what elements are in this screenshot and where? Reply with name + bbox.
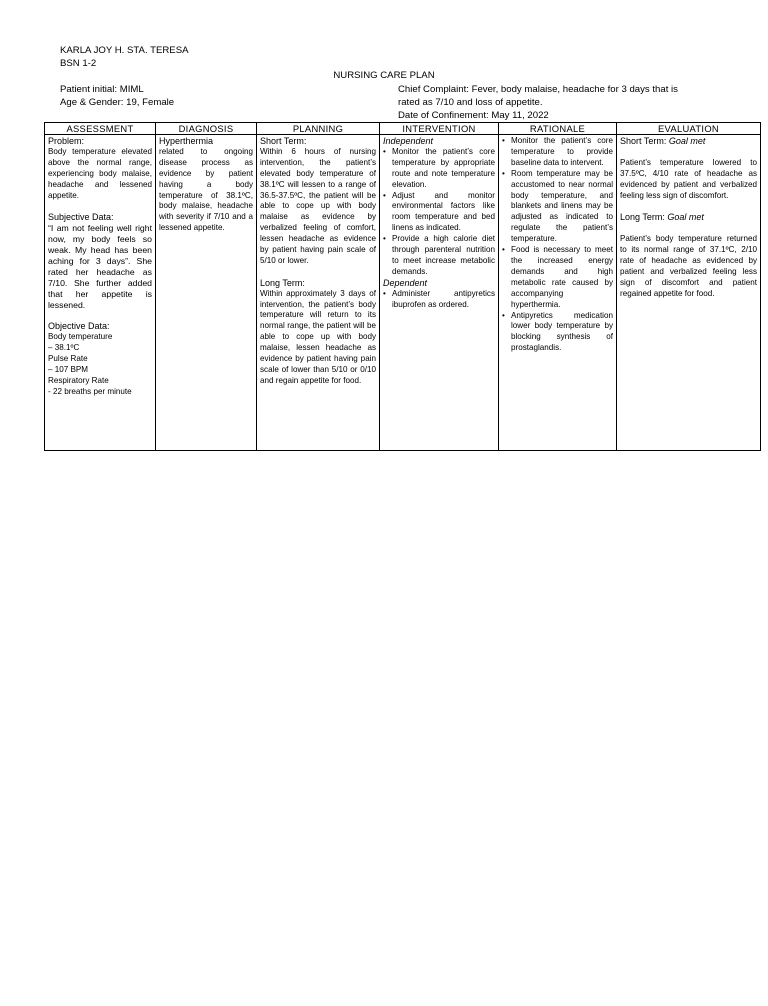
list-item: • Monitor the patient’s core temperature to provide baseline data to intervent.: [502, 136, 613, 169]
list-item: • Food is necessary to meet the increased energy demands and high metabolic rate caused by accompanying hyperthermia.: [502, 245, 613, 310]
evaluation-cell: [617, 135, 761, 451]
header-diagnosis: DIAGNOSIS: [156, 123, 257, 135]
intervention-cell: [380, 135, 499, 451]
assessment-cell: [45, 135, 156, 451]
rationale-list: [502, 136, 613, 354]
chief-complaint-line2: rated as 7/10 and loss of appetite.: [398, 97, 543, 108]
subjective-label: Subjective Data:: [48, 212, 114, 223]
planning-short-label: Short Term:: [260, 136, 307, 146]
evaluation-long-status: Goal met: [667, 212, 704, 223]
objective-line: - 22 breaths per minute: [48, 386, 132, 396]
independent-list: [383, 147, 495, 278]
planning-cell: [257, 135, 380, 451]
objective-line: – 38.1ºC: [48, 343, 80, 353]
list-item: • Monitor the patient’s core temperature by appropriate route and note temperature elevation.: [383, 147, 495, 191]
dependent-label: Dependent: [383, 277, 428, 288]
age-gender: Age & Gender: 19, Female: [60, 97, 175, 108]
evaluation-short-text: Patient’s temperature lowered to 37.5ºC, 4/10 rate of headache as evidenced by patient and verbalized feeling less sign of discomfort.: [620, 157, 757, 200]
diagnosis-text: related to ongoing disease process as evidence by patient having a body temperature of 38.1ºC, body malaise, headache with severity if 7/10 and a lessened appetite.: [159, 146, 253, 233]
student-program: BSN 1-2: [60, 58, 97, 69]
evaluation-long-label: Long Term:: [620, 212, 665, 223]
objective-line: Respiratory Rate: [48, 375, 109, 385]
list-item: • Provide a high calorie diet through parenteral nutrition to meet increase metabolic demands.: [383, 234, 495, 278]
list-item: • Room temperature may be accustomed to near normal body temperature, and blankets and linens may be adjusted as indicated to regulate the patient’s temperature.: [502, 169, 613, 245]
student-name: KARLA JOY H. STA. TERESA: [60, 45, 189, 56]
diagnosis-title: Hyperthermia: [159, 136, 214, 146]
problem-label: Problem:: [48, 136, 85, 146]
objective-line: Body temperature: [48, 332, 113, 342]
evaluation-short-label: Short Term:: [620, 136, 667, 146]
nursing-care-plan-table: [44, 122, 761, 451]
evaluation-long-text: Patient’s body temperature returned to its normal range of 37.1ºC, 2/10 rate of headache as evidenced by patient and verbalized feeling less sign of discomfort and patient regained appetite for food.: [620, 234, 757, 298]
list-item: • Adjust and monitor environmental factors like room temperature and bed linens as indicated.: [383, 191, 495, 235]
diagnosis-cell: [156, 135, 257, 451]
subjective-text: “I am not feeling well right now, my body feels so weak. My head has been aching for 3 days”. She rated her headache as 7/10. She further added that her appetite is lessened.: [48, 223, 152, 310]
page-title: NURSING CARE PLAN: [333, 70, 435, 81]
header-rationale: RATIONALE: [499, 123, 617, 135]
table-header-row: [45, 123, 761, 135]
evaluation-short-status: Goal met: [668, 136, 706, 146]
patient-initial: Patient initial: MIML: [60, 84, 144, 95]
confinement-date: Date of Confinement: May 11, 2022: [398, 110, 549, 121]
objective-label: Objective Data:: [48, 321, 110, 332]
header-intervention: INTERVENTION: [380, 123, 499, 135]
objective-line: Pulse Rate: [48, 354, 88, 364]
table-row: [45, 135, 761, 451]
list-item: • Administer antipyretics ibuprofen as ordered.: [383, 289, 495, 311]
header-evaluation: EVALUATION: [617, 123, 761, 135]
chief-complaint-line1: Chief Complaint: Fever, body malaise, headache for 3 days that is: [398, 84, 678, 95]
objective-line: – 107 BPM: [48, 365, 89, 374]
rationale-cell: [499, 135, 617, 451]
independent-label: Independent: [383, 136, 434, 146]
planning-long-text: Within approximately 3 days of intervention, the patient’s body temperature will return to its normal range, the patient will be able to cope up with body malaise, lessen headache as evidence by patient having pain scale of lower than 5/10 or 0/10 and regain appetite for food.: [260, 288, 376, 385]
header-assessment: ASSESSMENT: [45, 123, 156, 135]
evaluation-long-heading: [620, 212, 757, 223]
evaluation-short-heading: [620, 136, 757, 147]
header-planning: PLANNING: [257, 123, 380, 135]
list-item: • Antipyretics medication lower body temperature by blocking synthesis of prostaglandis.: [502, 311, 613, 355]
problem-text: Body temperature elevated above the normal range, experiencing body malaise, headache and lessened appetite.: [48, 146, 152, 200]
planning-short-text: Within 6 hours of nursing intervention, the patient’s elevated body temperature of 38.1ºC will lessen to a range of 36.5-37.5ºC, the patient will be able to cope up with body malaise as evidence by verbalized feeling of comfort, lessen headache as evidence by patient having pain scale of 5/10 or lower.: [260, 146, 376, 265]
planning-long-label: Long Term:: [260, 277, 305, 288]
dependent-list: [383, 289, 495, 311]
